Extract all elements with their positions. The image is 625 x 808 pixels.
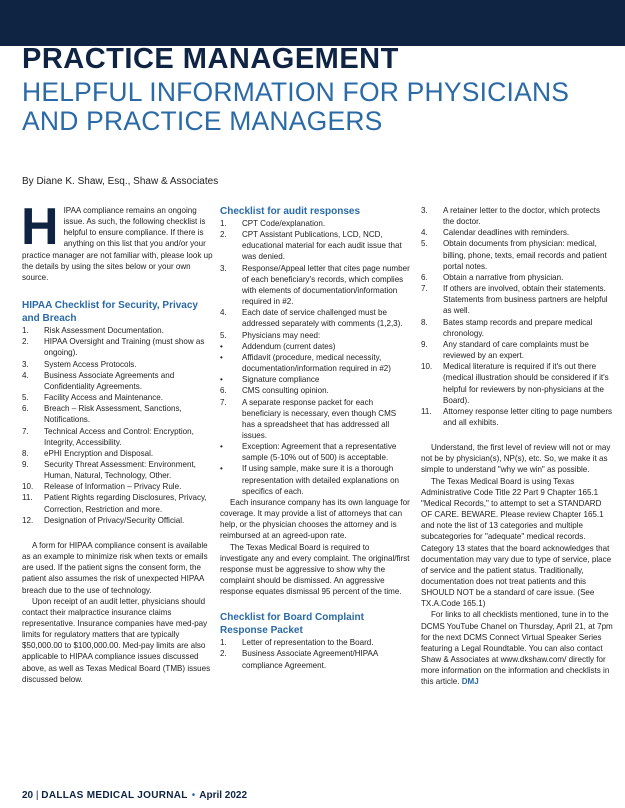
list-item: 8. ePHI Encryption and Disposal. [22,448,154,458]
insurance-paragraph: Each insurance company has its own language for coverage. It may provide a list of attorneys that can help, or the physician chooses the attorney and is reimbursed at an agreed-upon rate. [220,497,410,541]
list-item: 1. CPT Code/explanation. [220,219,326,228]
list-item: 10. Medical literature is required if it's out there (medical illustration should be considered if it's helpful for reviewers by non-physicians at the Board). [421,362,609,405]
list-item: 9. Any standard of care complaints must be reviewed by an expert. [421,339,589,361]
list-item: 8. Bates stamp records and prepare medical chronology. [421,317,593,338]
audit-heading: Checklist for audit responses [220,206,361,217]
intro-text: IPAA compliance remains an ongoing issue. As such, the following checklist is helpful to ensure compliance. If there is anything on this list that you and/or your practice manager are not familiar with, please look up the details by using the sites below or your own source. [22,206,213,282]
list-item: 2. HIPAA Oversight and Training (must show as ongoing). [22,337,205,358]
hipaa-heading: HIPAA Checklist for Security, Privacy and Breach [22,300,198,325]
board-list-part-2 [421,205,613,428]
end-mark: DMJ [461,677,479,687]
list-item: 4. Business Associate Agreements and Confidentiality Agreements. [22,370,175,391]
list-item: 3. Response/Appeal letter that cites page number of each beneficiary's records, which complies with elements of documentation/information required in #2. [220,263,410,307]
consent-paragraph: A form for HIPAA compliance consent is available as an example to minimize risk when texts or emails are used. If the patient signs the consent form, the patient also assumes the risk of unexpected HIPAA breach due to the use of technology. [22,540,208,595]
intro-paragraph [21,198,214,283]
list-item: 4. Calendar deadlines with reminders. [421,228,570,238]
list-item: 1. Letter of representation to the Board. [220,638,374,648]
drop-cap: H [21,198,59,256]
list-item: 11. Attorney response letter citing to page numbers and all exhibits. [421,406,613,427]
list-item: 7. Technical Access and Control: Encryption, Integrity, Accessibility. [22,426,194,447]
bullet-item: • Affidavit (procedure, medical necessity, documentation/information required in #2) [220,352,391,374]
list-item: 6. CMS consulting opinion. [220,386,329,396]
list-item: 3. System Access Protocols. [22,359,137,369]
column-1 [21,198,214,685]
links-text: For links to all checklists mentioned, tune in to the DCMS YouTube Chanel on Thursday, April 21, at 7pm for the next DCMS Connect Virtual Speaker Series featuring a Legal Roundtable. You can also contact Shaw & Associates at www.dkshaw.com/ directly for more information on the information and checklists in this article. [421,610,613,687]
list-item: 1. Risk Assessment Documentation. [22,326,164,336]
magazine-name: DALLAS MEDICAL JOURNAL [41,790,188,801]
list-item: 6. Breach – Risk Assessment, Sanctions, Notifications. [22,404,182,425]
list-item: 6. Obtain a narrative from physician. [421,272,564,282]
bullet-item: • If using sample, make sure it is a thorough representation with detailed explanations on specifics of each. [220,464,400,496]
byline: By Diane K. Shaw, Esq., Shaw & Associates [22,176,219,187]
list-item: 5. Facility Access and Maintenance. [22,393,163,403]
audit-list [220,218,410,497]
footer-separator: | [35,790,39,801]
page-number: 20 [22,790,34,801]
admin-code-paragraph: The Texas Medical Board is using Texas Administrative Code Title 22 Part 9 Chapter 165.1 "Medical Records," to attempt to set a STANDARD OF CARE. BEWARE. Please review Chapter 165.1 and note the list of 13 categories and multiple subcategories for "adequate" medical records. Category 13 states that the board acknowledges that documentation may vary due to type of service, place of service and the patient status. Traditionally, documentation does not treat patients and this SHOULD NOT be a standard of care issue. (See TX.A.Code 165.1) [421,476,612,609]
section-kicker: PRACTICE MANAGEMENT [22,43,399,75]
list-item: 2. Business Associate Agreement/HIPAA compliance Agreement. [220,649,378,670]
list-item: 2. CPT Assistant Publications, LCD, NCD, educational material for each audit issue that was denied. [220,230,402,262]
list-item: 12. Designation of Privacy/Security Official. [22,515,185,525]
links-paragraph [421,609,613,687]
footer-dot: • [191,790,196,801]
page-footer [22,790,247,801]
board-list-part-1 [220,637,410,670]
audit-letter-paragraph: Upon receipt of an audit letter, physicians should contact their malpractice insurance claims representative. Insurance companies have med-pay limits for regulatory matters that are typically $50,000.00 to $100,000.00. Med-pay limits are also applicable to HIPAA compliance issues discussed above, as well as Texas Medical Board (TMB) issues discussed below. [22,596,211,684]
column-3 [421,205,613,688]
list-item: 5. Physicians may need: [220,330,321,340]
list-item: 3. A retainer letter to the doctor, which protects the doctor. [421,206,600,227]
issue-date: April 2022 [199,790,248,801]
hipaa-list [22,325,214,526]
list-item: 9. Security Threat Assessment: Environment, Human, Natural, Technology, Other. [22,459,196,481]
bullet-item: • Signature compliance [220,375,320,385]
bullet-item: • Exception: Agreement that a representative sample (5-10% out of 500) is acceptable. [220,442,397,463]
list-item: 7. A separate response packet for each beneficiary is necessary, even though CMS has a spreadsheet that has addressed all issues. [220,397,397,440]
review-paragraph: Understand, the first level of review will not or may not be by physician(s), NP(s), etc. So, we make it as simple to understand "why we win" as possible. [421,443,611,475]
column-2 [220,205,410,671]
list-item: 5. Obtain documents from physician: medical, billing, phone, texts, email records and patient portal notes. [421,239,607,271]
board-heading: Checklist for Board Complaint Response Packet [220,612,364,637]
tmb-paragraph: The Texas Medical Board is required to investigate any and every complaint. The original/first response must be aggressive to show why the complaint should be dismissed. An aggressive response equates dismissal 95 percent of the time. [220,542,410,597]
header-band [0,0,625,46]
article-headline: HELPFUL INFORMATION FOR PHYSICIANS AND PRACTICE MANAGERS [22,77,570,136]
list-item: 11. Patient Rights regarding Disclosures, Privacy, Correction, Restriction and more. [22,493,207,514]
bullet-item: • Addendum (current dates) [220,341,336,351]
list-item: 7. If others are involved, obtain their statements. Statements from business partners are helpful as well. [421,284,608,316]
list-item: 10. Release of Information – Privacy Rule. [22,482,182,492]
list-item: 4. Each date of service challenged must be addressed separately with comments (1,2,3). [220,308,403,329]
